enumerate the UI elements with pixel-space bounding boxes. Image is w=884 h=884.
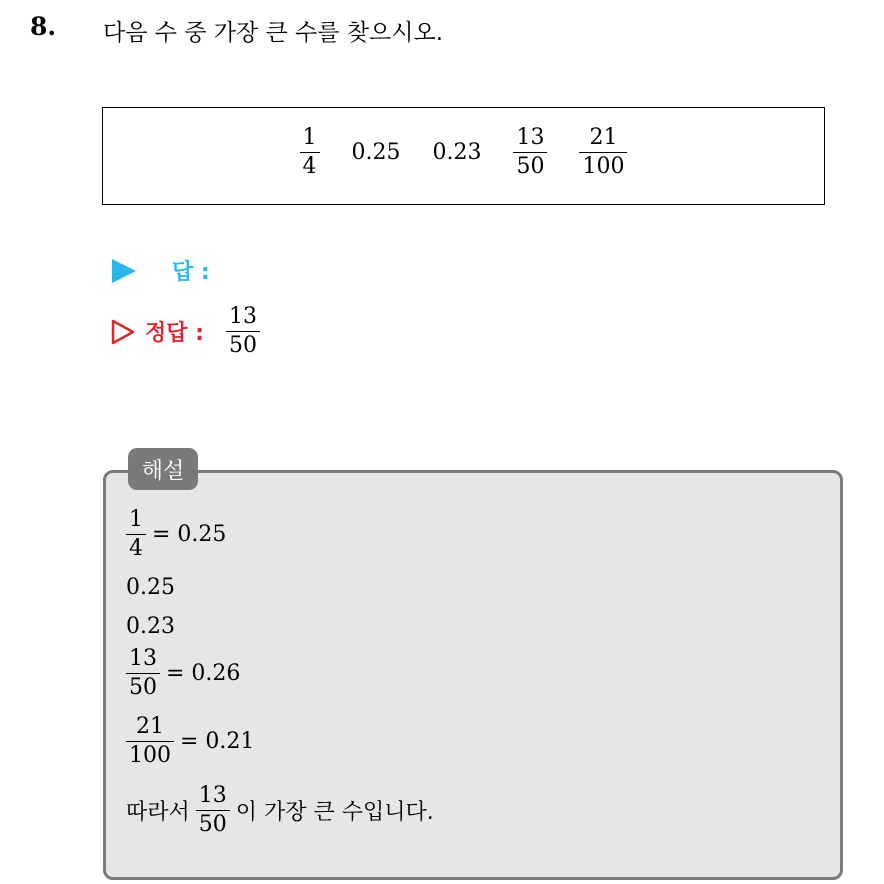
- choice-4-denominator: 50: [513, 152, 547, 179]
- solution-conclusion-suffix: 이 가장 큰 수입니다.: [235, 800, 434, 826]
- choice-4-numerator: 13: [516, 125, 545, 150]
- choice-5-denominator: 100: [579, 152, 627, 179]
- question-text: 다음 수 중 가장 큰 수를 찾으시오.: [103, 20, 444, 46]
- correct-answer-value: [226, 305, 260, 358]
- choice-3: 0.23: [432, 140, 482, 166]
- solution-conclusion-prefix: 따라서: [126, 800, 190, 826]
- solution-title: 해설: [128, 448, 198, 490]
- question-number: 8.: [30, 12, 57, 41]
- solution-line-5-result: = 0.21: [180, 729, 255, 755]
- solution-line-5-fraction: [126, 715, 174, 768]
- choice-4: [513, 126, 547, 179]
- solution-line-5-denominator: 100: [126, 741, 174, 768]
- solution-line-1-numerator: 1: [129, 507, 143, 532]
- solution-line-3: 0.23: [126, 614, 175, 639]
- correct-answer-label: 정답 :: [145, 321, 204, 347]
- correct-answer-row: [111, 305, 260, 358]
- choice-5: [579, 126, 627, 179]
- solution-line-4-numerator: 13: [129, 646, 157, 671]
- choice-5-numerator: 21: [589, 125, 618, 150]
- solution-line-1-fraction: [126, 508, 146, 561]
- solution-conclusion-denominator: 50: [196, 810, 230, 837]
- solution-line-2: 0.25: [126, 575, 175, 600]
- correct-answer-numerator: 13: [228, 304, 257, 329]
- choice-1-numerator: 1: [302, 125, 317, 150]
- play-triangle-icon: [112, 259, 136, 283]
- choice-1: [300, 126, 320, 179]
- solution-conclusion: [126, 784, 434, 837]
- solution-line-1: [126, 508, 226, 561]
- answer-row: [112, 255, 210, 286]
- solution-line-4-result: = 0.26: [166, 661, 241, 687]
- outline-triangle-icon: [111, 319, 135, 345]
- choices-list: [103, 126, 824, 179]
- solution-line-4: [126, 647, 240, 700]
- solution-line-4-fraction: [126, 647, 160, 700]
- solution-line-5: [126, 715, 254, 768]
- solution-line-1-denominator: 4: [126, 534, 146, 561]
- solution-conclusion-fraction: [196, 784, 230, 837]
- choices-box: [102, 107, 825, 205]
- solution-line-5-numerator: 21: [136, 714, 164, 739]
- solution-conclusion-numerator: 13: [198, 783, 227, 808]
- solution-line-4-denominator: 50: [126, 673, 160, 700]
- correct-answer-denominator: 50: [226, 331, 260, 358]
- answer-label: 답 :: [172, 260, 210, 285]
- choice-1-denominator: 4: [300, 152, 320, 179]
- solution-line-1-result: = 0.25: [152, 522, 227, 548]
- choice-2: 0.25: [351, 140, 401, 166]
